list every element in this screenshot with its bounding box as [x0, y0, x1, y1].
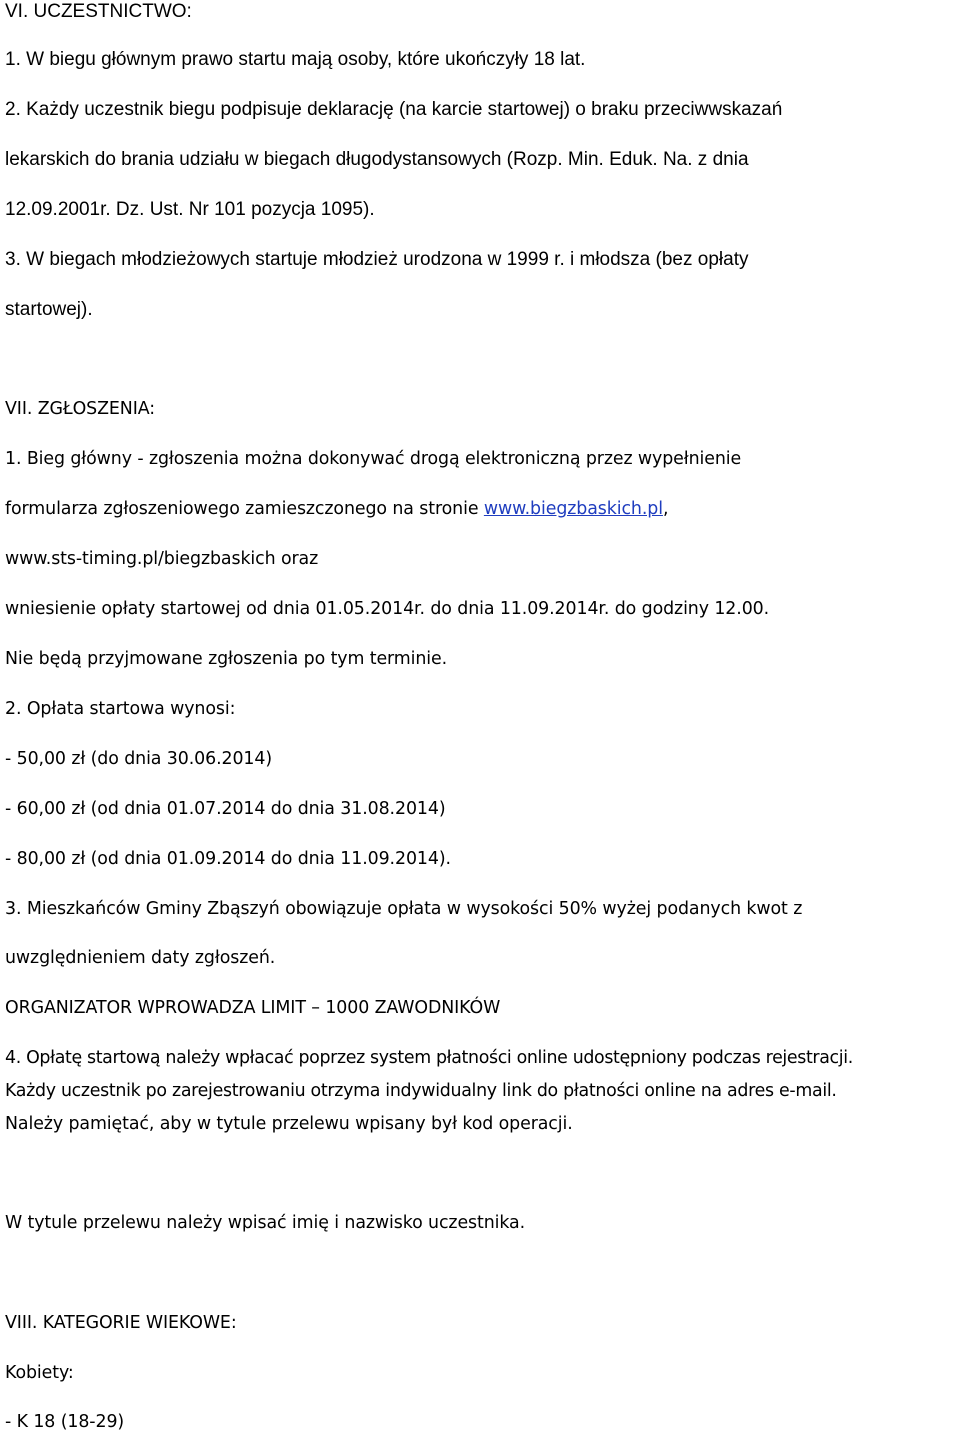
- section-6-point-2-line-2: lekarskich do brania udziału w biegach długodystansowych (Rozp. Min. Eduk. Na. z dnia: [5, 149, 749, 170]
- section-6-point-1: 1. W biegu głównym prawo startu mają osoby, które ukończyły 18 lat.: [5, 49, 586, 70]
- section-7-point-4-line-3: Należy pamiętać, aby w tytule przelewu wpisany był kod operacji.: [5, 1114, 573, 1134]
- section-7-point-3-line-2: uwzględnieniem daty zgłoszeń.: [5, 948, 276, 968]
- section-6-point-3-line-1: 3. W biegach młodzieżowych startuje młodzież urodzona w 1999 r. i młodsza (bez opłaty: [5, 249, 749, 270]
- fee-item: - 60,00 zł (od dnia 01.07.2014 do dnia 31.08.2014): [5, 799, 446, 819]
- section-7-point-1-line-1: 1. Bieg główny - zgłoszenia można dokonywać drogą elektroniczną przez wypełnienie: [5, 449, 742, 469]
- participant-limit: ORGANIZATOR WPROWADZA LIMIT – 1000 ZAWODNIKÓW: [5, 998, 501, 1018]
- category-k18: - K 18 (18-29): [5, 1412, 125, 1432]
- link-comma: ,: [662, 499, 669, 519]
- biegzbaskich-link[interactable]: www.biegzbaskich.pl: [483, 499, 663, 519]
- women-label: Kobiety:: [5, 1363, 74, 1383]
- section-8-heading: VIII. KATEGORIE WIEKOWE:: [5, 1313, 237, 1333]
- fee-item: - 50,00 zł (do dnia 30.06.2014): [5, 749, 273, 769]
- section-7-point-1-line-3: www.sts-timing.pl/biegzbaskich oraz: [5, 549, 319, 569]
- section-7-point-4-line-1: 4. Opłatę startową należy wpłacać poprzez system płatności online udostępniony podczas rejestracji.: [5, 1048, 853, 1068]
- transfer-title-note: W tytule przelewu należy wpisać imię i nazwisko uczestnika.: [5, 1213, 526, 1233]
- section-6-heading: VI. UCZESTNICTWO:: [5, 1, 192, 22]
- section-6-point-2-line-3: 12.09.2001r. Dz. Ust. Nr 101 pozycja 1095).: [5, 199, 375, 220]
- section-7-point-1-line-4: wniesienie opłaty startowej od dnia 01.05.2014r. do dnia 11.09.2014r. do godziny 12.00.: [5, 599, 770, 619]
- section-6-point-2-line-1: 2. Każdy uczestnik biegu podpisuje deklarację (na karcie startowej) o braku przeciwwskazań: [5, 99, 783, 120]
- section-7-point-1-line-5: Nie będą przyjmowane zgłoszenia po tym terminie.: [5, 649, 448, 669]
- section-7-point-3-line-1: 3. Mieszkańców Gminy Zbąszyń obowiązuje opłata w wysokości 50% wyżej podanych kwot z: [5, 899, 803, 919]
- section-7-point-4-line-2: Każdy uczestnik po zarejestrowaniu otrzyma indywidualny link do płatności online na adres e-mail.: [5, 1081, 837, 1101]
- section-7-point-2-heading: 2. Opłata startowa wynosi:: [5, 699, 236, 719]
- section-7-point-1-line-2: [5, 497, 668, 521]
- section-7-heading: VII. ZGŁOSZENIA:: [5, 399, 155, 419]
- registration-text: formularza zgłoszeniowego zamieszczonego na stronie: [5, 499, 484, 519]
- section-6-point-3-line-2: startowej).: [5, 299, 93, 320]
- fee-item: - 80,00 zł (od dnia 01.09.2014 do dnia 11.09.2014).: [5, 849, 451, 869]
